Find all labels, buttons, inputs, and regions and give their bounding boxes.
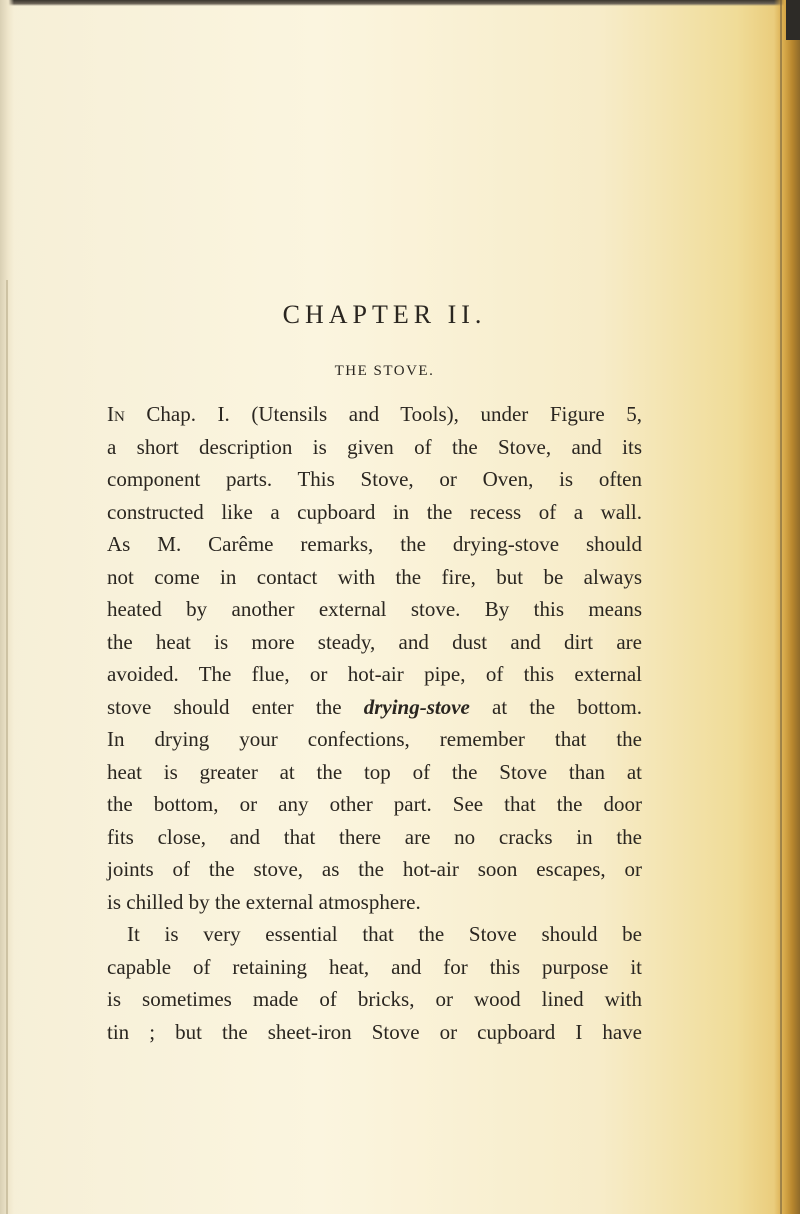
text-line: avoided. The flue, or hot-air pipe, of this external <box>107 662 642 686</box>
text-line: joints of the stove, as the hot-air soon escapes, or <box>107 857 642 881</box>
text-line: It is very essential that the Stove should be <box>127 922 642 946</box>
text-line: constructed like a cupboard in the recess of a wall. <box>107 499 642 524</box>
right-binding-line <box>780 0 782 1214</box>
text-line: As M. Carême remarks, the drying-stove should <box>107 532 642 556</box>
body-text <box>107 398 642 1048</box>
text-line: capable of retaining heat, and for this purpose it <box>107 954 642 979</box>
text-line-rest: Chap. I. (Utensils and Tools), under Figure 5, <box>124 402 642 426</box>
text-line <box>107 691 642 724</box>
left-binding-line <box>6 280 8 1214</box>
section-title: THE STOVE. <box>334 363 435 379</box>
text-line: tin ; but the sheet-iron Stove or cupboard I have <box>107 1019 642 1044</box>
text-segment: at the bottom. <box>469 694 642 719</box>
drop-word: In <box>107 402 125 426</box>
text-line: the bottom, or any other part. See that the door <box>107 792 642 816</box>
text-line: In drying your confections, remember that the <box>107 727 642 751</box>
text-line: the heat is more steady, and dust and dirt are <box>107 629 642 654</box>
text-segment: stove should enter the <box>107 694 364 719</box>
text-line: is sometimes made of bricks, or wood lined with <box>107 987 642 1011</box>
text-line: not come in contact with the fire, but be always <box>107 564 642 589</box>
text-line: a short description is given of the Stove, and its <box>107 434 642 459</box>
emphasis-text: drying-stove <box>363 694 470 719</box>
text-line: is chilled by the external atmosphere. <box>107 889 421 914</box>
text-line: fits close, and that there are no cracks in the <box>107 824 642 849</box>
top-page-edge <box>0 0 800 6</box>
text-line: heat is greater at the top of the Stove than at <box>107 759 642 784</box>
text-line <box>107 398 642 431</box>
corner-tab <box>786 0 800 40</box>
chapter-heading: CHAPTER II. <box>282 300 487 329</box>
text-line: component parts. This Stove, or Oven, is often <box>107 467 642 491</box>
right-page-edge <box>774 0 800 1214</box>
book-page <box>107 300 642 1048</box>
text-line: heated by another external stove. By this means <box>107 597 642 621</box>
